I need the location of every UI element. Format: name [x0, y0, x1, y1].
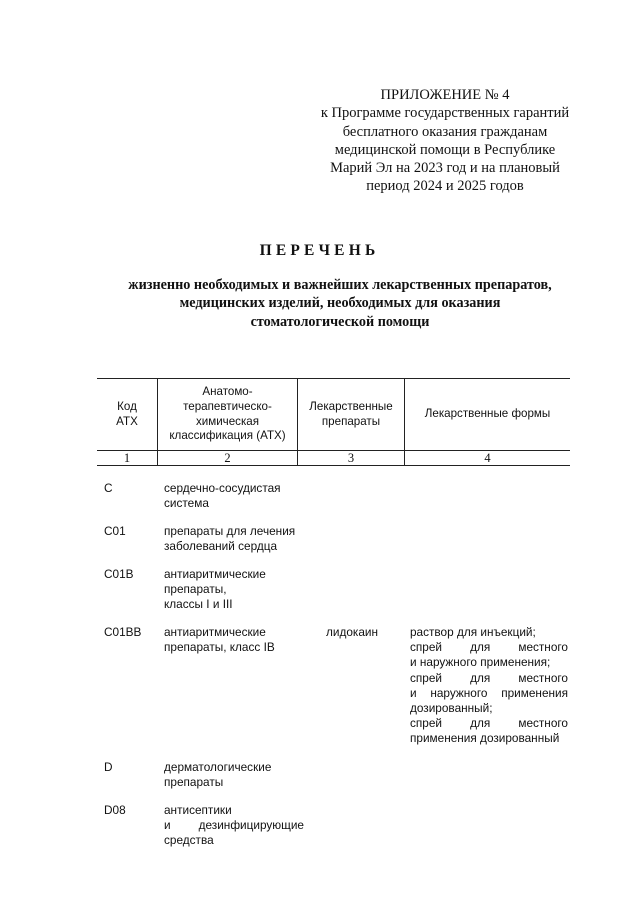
- header-forms: [405, 379, 570, 450]
- classification-line: препараты: [164, 775, 224, 790]
- row-code: C01: [104, 524, 126, 538]
- header-code-line: Код: [117, 399, 137, 413]
- row-forms: [410, 625, 568, 747]
- header-classification-line: классификация (АТХ): [169, 429, 286, 443]
- header-classification-line: Анатомо-: [202, 385, 253, 399]
- appendix-line: ПРИЛОЖЕНИЕ № 4: [380, 87, 510, 103]
- row-drug: лидокаин: [326, 625, 379, 639]
- column-number: 3: [347, 451, 355, 465]
- header-forms-line: Лекарственные формы: [424, 407, 551, 421]
- subtitle-line: стоматологической помощи: [250, 313, 430, 330]
- form-line: дозированный;: [410, 701, 493, 716]
- classification-line: препараты,: [164, 582, 227, 597]
- column-number: 1: [123, 451, 131, 465]
- appendix-line: к Программе государственных гарантий: [320, 105, 570, 122]
- row-classification: [164, 760, 304, 790]
- appendix-line: медицинской помощи в Республике: [334, 141, 556, 158]
- classification-line: препараты, класс IB: [164, 640, 275, 655]
- classification-line: средства: [164, 833, 214, 848]
- header-drugs-line: Лекарственные: [309, 399, 393, 413]
- document-title: ПЕРЕЧЕНЬ: [259, 242, 380, 259]
- classification-line: сердечно-сосудистая: [164, 481, 281, 495]
- header-code: [97, 379, 157, 450]
- classification-line: классы I и III: [164, 597, 233, 612]
- row-code: C01B: [104, 567, 134, 581]
- classification-line: заболеваний сердца: [164, 539, 278, 554]
- column-number: 2: [224, 451, 231, 465]
- classification-line: дерматологические: [164, 760, 272, 774]
- form-line: спрей для местного: [410, 670, 568, 685]
- classification-line: антиаритмические: [164, 625, 266, 639]
- form-line: применения дозированный: [410, 731, 560, 746]
- row-classification: [164, 625, 304, 655]
- classification-line: антисептики: [164, 803, 232, 817]
- document-subtitle: [60, 276, 620, 331]
- form-line: и наружного применения: [410, 685, 568, 700]
- header-code-line: АТХ: [116, 414, 138, 428]
- classification-line: система: [164, 496, 209, 511]
- subtitle-line: медицинских изделий, необходимых для оказания: [179, 295, 501, 312]
- appendix-line: бесплатного оказания гражданам: [342, 123, 548, 140]
- classification-line: препараты для лечения: [164, 524, 296, 538]
- row-code: C01BB: [104, 625, 142, 639]
- row-code: D08: [104, 803, 126, 817]
- row-classification: [164, 567, 304, 613]
- classification-line: антиаритмические: [164, 567, 266, 581]
- header-classification-line: терапевтическо-: [183, 399, 272, 413]
- row-classification: [164, 481, 304, 511]
- form-line: раствор для инъекций;: [410, 625, 536, 639]
- appendix-line: Марий Эл на 2023 год и на плановый: [330, 160, 560, 177]
- form-line: спрей для местного: [410, 640, 568, 655]
- row-code: C: [104, 481, 113, 495]
- header-drugs: [298, 379, 404, 450]
- appendix-header: [300, 86, 590, 196]
- form-line: и наружного применения;: [410, 655, 551, 670]
- header-classification: [158, 379, 297, 450]
- header-drugs-line: препараты: [321, 414, 381, 428]
- form-line: спрей для местного: [410, 716, 568, 731]
- column-number: 4: [484, 451, 491, 465]
- row-classification: [164, 803, 304, 849]
- row-code: D: [104, 760, 113, 774]
- row-classification: [164, 524, 304, 554]
- classification-line: и дезинфицирующие: [164, 818, 304, 833]
- subtitle-line: жизненно необходимых и важнейших лекарственных препаратов,: [128, 277, 552, 293]
- appendix-line: период 2024 и 2025 годов: [366, 178, 524, 195]
- header-classification-line: химическая: [195, 414, 260, 428]
